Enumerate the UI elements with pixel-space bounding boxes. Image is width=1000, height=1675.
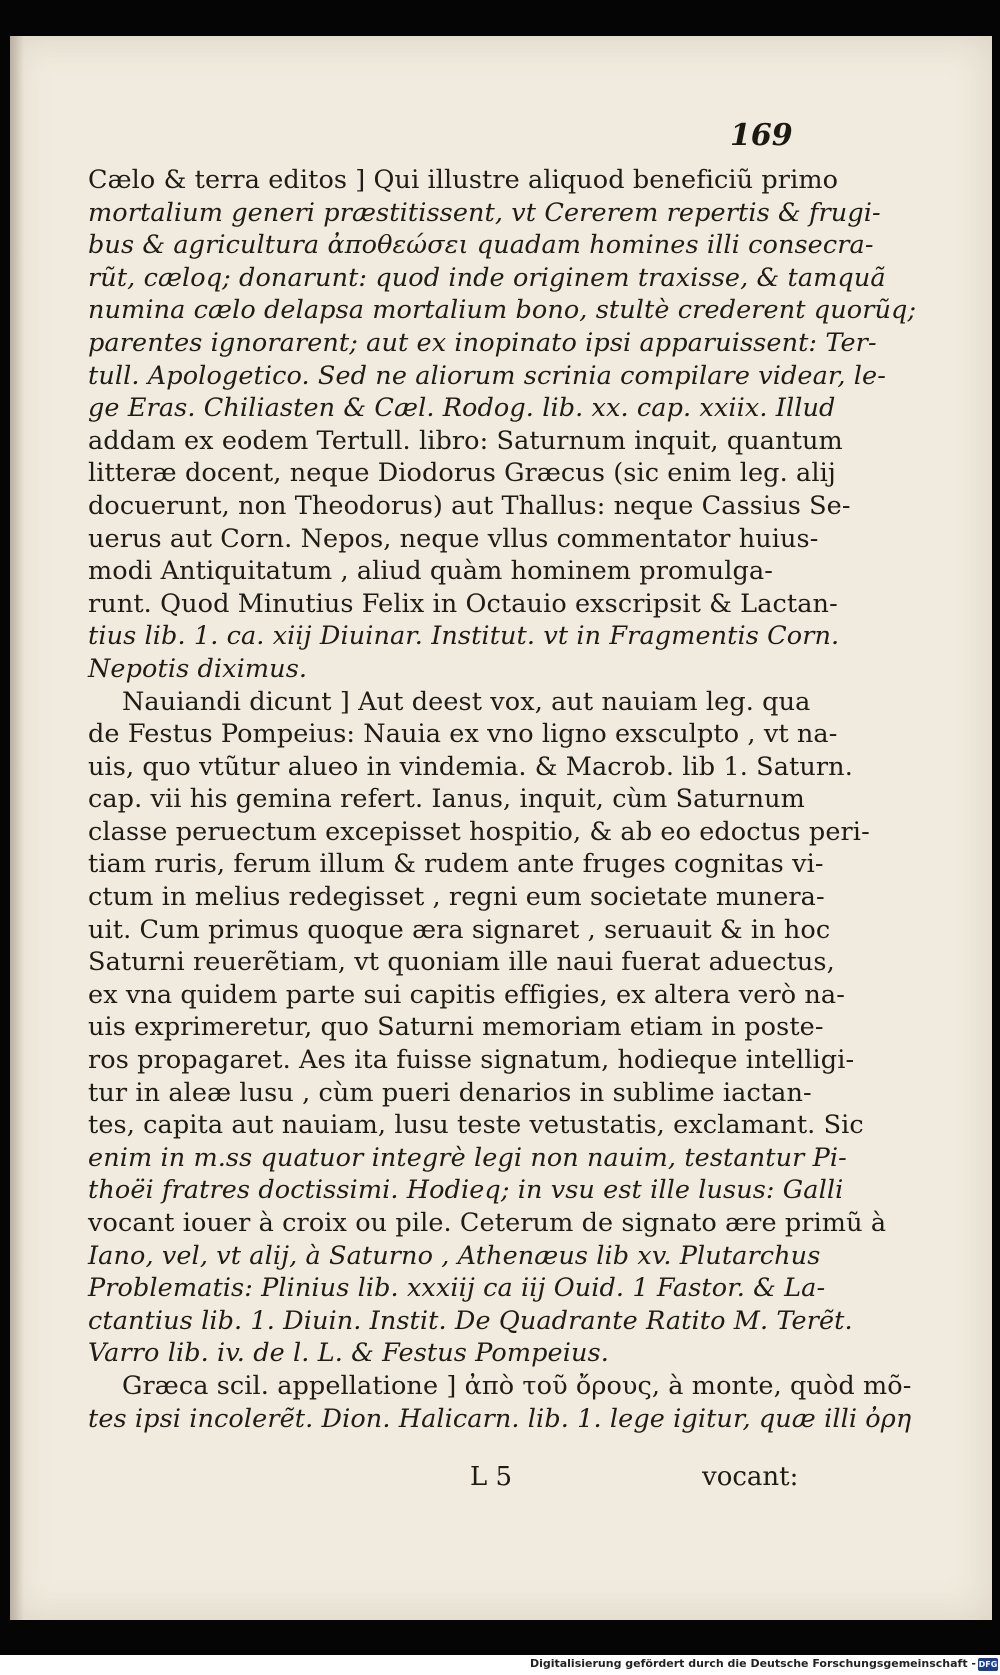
text-line: Saturni reuerẽtiam, vt quoniam ille naui fuerat aduectus, <box>88 947 835 978</box>
dfg-logo: DFG <box>978 1660 998 1669</box>
text-line: runt. Quod Minutius Felix in Octauio exscripsit & Lactan- <box>88 588 838 619</box>
text-line: tes, capita aut nauiam, lusu teste vetustatis, exclamant. Sic <box>88 1110 864 1141</box>
page-number: 169 <box>730 118 793 153</box>
text-line: Problematis: Plinius lib. xxxiij ca iij Ouid. 1 Fastor. & La- <box>88 1273 826 1304</box>
text-line: uit. Cum primus quoque æra signaret , seruauit & in hoc <box>88 914 831 945</box>
text-line: tur in aleæ lusu , cùm pueri denarios in sublime iactan- <box>88 1077 812 1108</box>
text-line: addam ex eodem Tertull. libro: Saturnum inquit, quantum <box>88 425 843 456</box>
text-line: thoëi fratres doctissimi. Hodieq; in vsu est ille lusus: Galli <box>88 1175 844 1206</box>
text-line: uerus aut Corn. Nepos, neque vllus commentator huius- <box>88 523 819 554</box>
credit-bar <box>0 1655 1000 1675</box>
text-line: ctantius lib. 1. Diuin. Instit. De Quadrante Ratito M. Terẽt. <box>88 1305 853 1336</box>
page-text <box>88 164 917 1435</box>
text-line: ros propagaret. Aes ita fuisse signatum, hodieque intelligi- <box>88 1045 855 1076</box>
text-line: Iano, vel, vt alij, à Saturno , Athenæus lib xv. Plutarchus <box>88 1240 821 1271</box>
text-line: de Festus Pompeius: Nauia ex vno ligno exsculpto , vt na- <box>88 719 838 750</box>
text-line: Nepotis diximus. <box>88 653 308 684</box>
text-line: uis exprimeretur, quo Saturni memoriam etiam in poste- <box>88 1012 824 1043</box>
text-line: Varro lib. iv. de l. L. & Festus Pompeius. <box>88 1338 609 1369</box>
text-line: Nauiandi dicunt ] Aut deest vox, aut nauiam leg. qua <box>122 686 811 717</box>
text-line: numina cælo delapsa mortalium bono, stultè crederent quorũq; <box>88 295 917 326</box>
text-line: ex vna quidem parte sui capitis effigies, ex altera verò na- <box>88 979 845 1010</box>
text-line: mortalium generi præstitissent, vt Cererem repertis & frugi- <box>88 197 881 228</box>
text-line: Græca scil. appellatione ] ἀπὸ τοῦ ὄρους, à monte, quòd mõ- <box>122 1370 912 1401</box>
catchword: vocant: <box>702 1462 799 1492</box>
text-line: vocant iouer à croix ou pile. Ceterum de signato ære primũ à <box>88 1208 887 1238</box>
text-line: bus & agricultura ἀποθεώσει quadam homines illi consecra- <box>88 230 874 261</box>
text-line: tull. Apologetico. Sed ne aliorum scrinia compilare videar, le- <box>88 360 886 391</box>
page-gutter-shadow <box>10 36 24 1620</box>
text-line: parentes ignorarent; aut ex inopinato ipsi apparuissent: Ter- <box>88 327 877 358</box>
text-line: tes ipsi incolerẽt. Dion. Halicarn. lib. 1. lege igitur, quæ illi ὀρη <box>88 1403 912 1434</box>
text-line: enim in m.ss quatuor integrè legi non nauim, testantur Pi- <box>88 1142 847 1173</box>
signature-mark: L 5 <box>470 1462 513 1492</box>
text-line: tius lib. 1. ca. xiij Diuinar. Institut. vt in Fragmentis Corn. <box>88 621 840 652</box>
text-line: modi Antiquitatum , aliud quàm hominem promulga- <box>88 556 773 587</box>
funding-credit: Digitalisierung gefördert durch die Deutsche Forschungsgemeinschaft - <box>529 1657 976 1670</box>
text-line: litteræ docent, neque Diodorus Græcus (sic enim leg. alij <box>88 458 836 489</box>
text-line: ge Eras. Chiliasten & Cæl. Rodog. lib. xx. cap. xxiix. Illud <box>88 393 836 424</box>
text-line: Cælo & terra editos ] Qui illustre aliquod beneficiũ primo <box>88 165 839 195</box>
text-line: classe peruectum excepisset hospitio, & ab eo edoctus peri- <box>88 816 870 847</box>
text-line: tiam ruris, ferum illum & rudem ante fruges cognitas vi- <box>88 849 824 880</box>
text-line: docuerunt, non Theodorus) aut Thallus: neque Cassius Se- <box>88 490 851 521</box>
text-line: cap. vii his gemina refert. Ianus, inquit, cùm Saturnum <box>88 784 805 815</box>
text-line: uis, quo vtũtur alueo in vindemia. & Macrob. lib 1. Saturn. <box>88 751 853 782</box>
text-line: ctum in melius redegisset , regni eum societate munera- <box>88 882 825 913</box>
text-line: rũt, cæloq; donarunt: quod inde originem traxisse, & tamquã <box>88 262 886 293</box>
